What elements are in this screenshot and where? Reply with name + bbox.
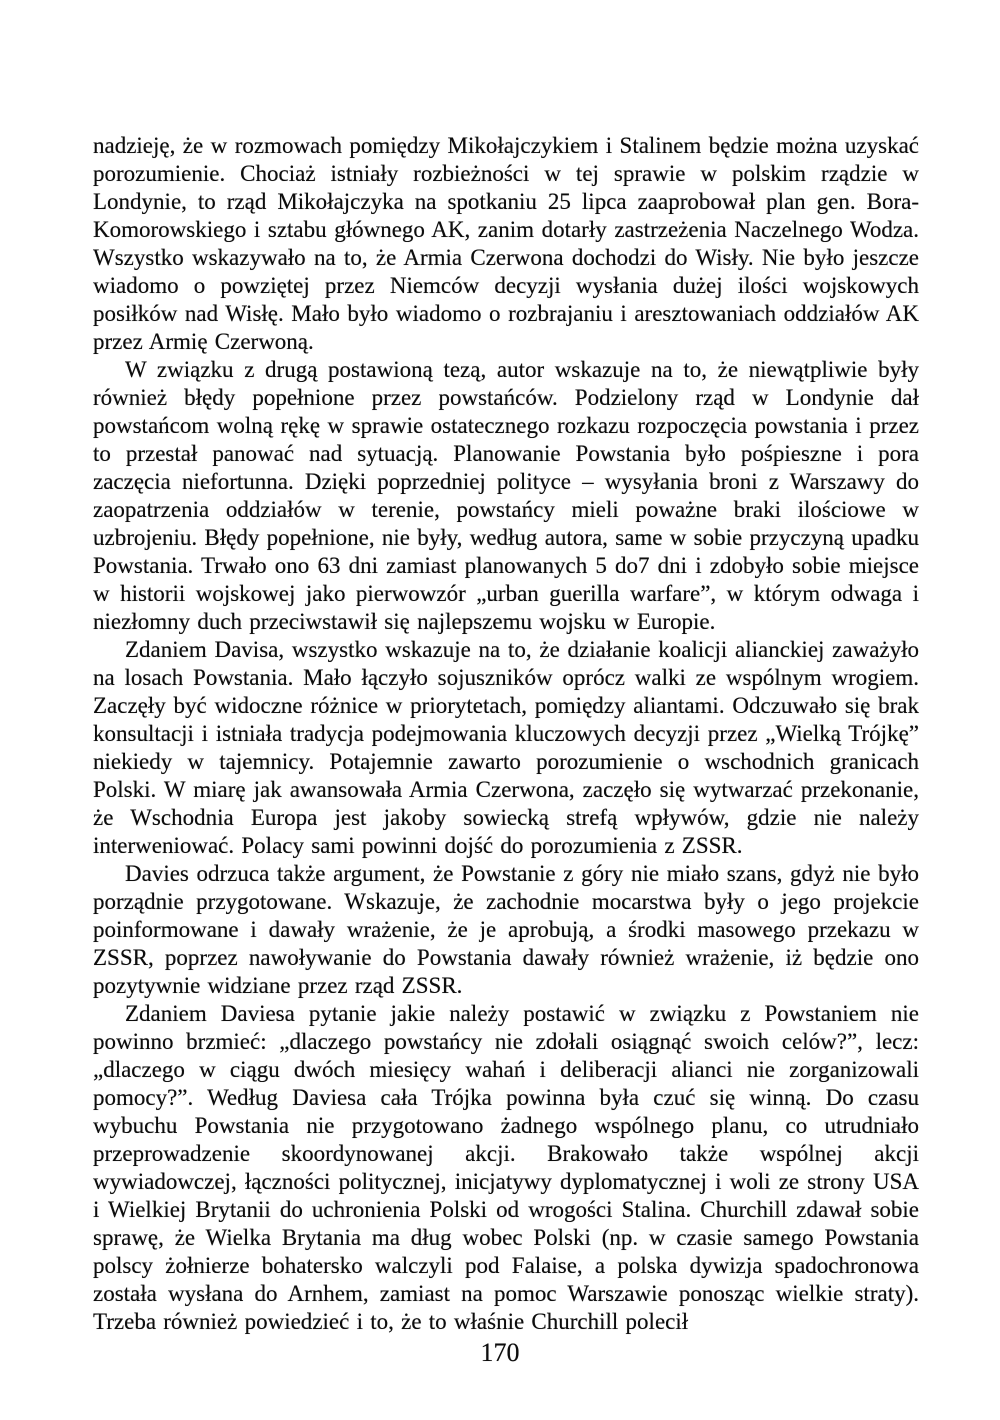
page-number: 170: [480, 1338, 520, 1367]
paragraph: Davies odrzuca także argument, że Powstanie z góry nie miało szans, gdyż nie było porządnie przygotowane. Wskazuje, że zachodnie mocarstwa były o jego projekcie poinformowane i dawały wrażenie, że je aprobują, a środki masowego przekazu w ZSSR, poprzez nawoływanie do Powstania dawały również wrażenie, iż będzie ono pozytywnie widziane przez rząd ZSSR.: [93, 861, 919, 998]
body-text: [93, 132, 919, 1336]
paragraph-continuation: nadzieję, że w rozmowach pomiędzy Mikołajczykiem i Stalinem będzie można uzyskać porozumienie. Chociaż istniały rozbieżności w tej sprawie w polskim rządzie w Londynie, to rząd Mikołajczyka na spotkaniu 25 lipca zaaprobował plan gen. Bora-Komorowskiego i sztabu głównego AK, zanim dotarły zastrzeżenia Naczelnego Wodza. Wszystko wskazywało na to, że Armia Czerwona dochodzi do Wisły. Nie było jeszcze wiadomo o powziętej przez Niemców decyzji wysłania dużej ilości wojskowych posiłków nad Wisłę. Mało było wiadomo o rozbrajaniu i aresztowaniach oddziałów AK przez Armię Czerwoną.: [93, 133, 919, 354]
paragraph: Zdaniem Davisa, wszystko wskazuje na to, że działanie koalicji alianckiej zaważyło na losach Powstania. Mało łączyło sojuszników oprócz walki ze wspólnym wrogiem. Zaczęły być widoczne różnice w priorytetach, pomiędzy aliantami. Odczuwało się brak konsultacji i istniała tradycja podejmowania kluczowych decyzji przez „Wielką Trójkę” niekiedy w tajemnicy. Potajemnie zawarto porozumienie o wschodnich granicach Polski. W miarę jak awansowała Armia Czerwona, zaczęło się wytwarzać przekonanie, że Wschodnia Europa jest jakoby sowiecką strefą wpływów, gdzie nie należy interweniować. Polacy sami powinni dojść do porozumienia z ZSSR.: [93, 637, 919, 858]
paragraph: Zdaniem Daviesa pytanie jakie należy postawić w związku z Powstaniem nie powinno brzmieć: „dlaczego powstańcy nie zdołali osiągnąć swoich celów?”, lecz: „dlaczego w ciągu dwóch miesięcy wahań i deliberacji alianci nie zorganizowali pomocy?”. Według Daviesa cała Trójka powinna była czuć się winną. Do czasu wybuchu Powstania nie przygotowano żadnego wspólnego planu, co utrudniało przeprowadzenie skoordynowanej akcji. Brakowało także wspólnej akcji wywiadowczej, łączności politycznej, inicjatywy dyplomatycznej i woli ze strony USA i Wielkiej Brytanii do uchronienia Polski od wrogości Stalina. Churchill zdawał sobie sprawę, że Wielka Brytania ma dług wobec Polski (np. w czasie samego Powstania polscy żołnierze bohatersko walczyli pod Falaise, a polska dywizja spadochronowa została wysłana do Arnhem, zamiast na pomoc Warszawie ponosząc wielkie straty). Trzeba również powiedzieć i to, że to właśnie Churchill polecił: [93, 1001, 919, 1334]
paragraph: W związku z drugą postawioną tezą, autor wskazuje na to, że niewątpliwie były również błędy popełnione przez powstańców. Podzielony rząd w Londynie dał powstańcom wolną rękę w sprawie ostatecznego rozkazu rozpoczęcia powstania i przez to przestał panować nad sytuacją. Planowanie Powstania było pośpieszne i pora zaczęcia niefortunna. Dzięki poprzedniej polityce – wysyłania broni z Warszawy do zaopatrzenia oddziałów w terenie, powstańcy mieli poważne braki ilościowe w uzbrojeniu. Błędy popełnione, nie były, według autora, same w sobie przyczyną upadku Powstania. Trwało ono 63 dni zamiast planowanych 5 do7 dni i zdobyło sobie miejsce w historii wojskowej jako pierwowzór „urban guerilla warfare”, w którym odwaga i niezłomny duch przeciwstawił się najlepszemu wojsku w Europie.: [93, 357, 919, 634]
